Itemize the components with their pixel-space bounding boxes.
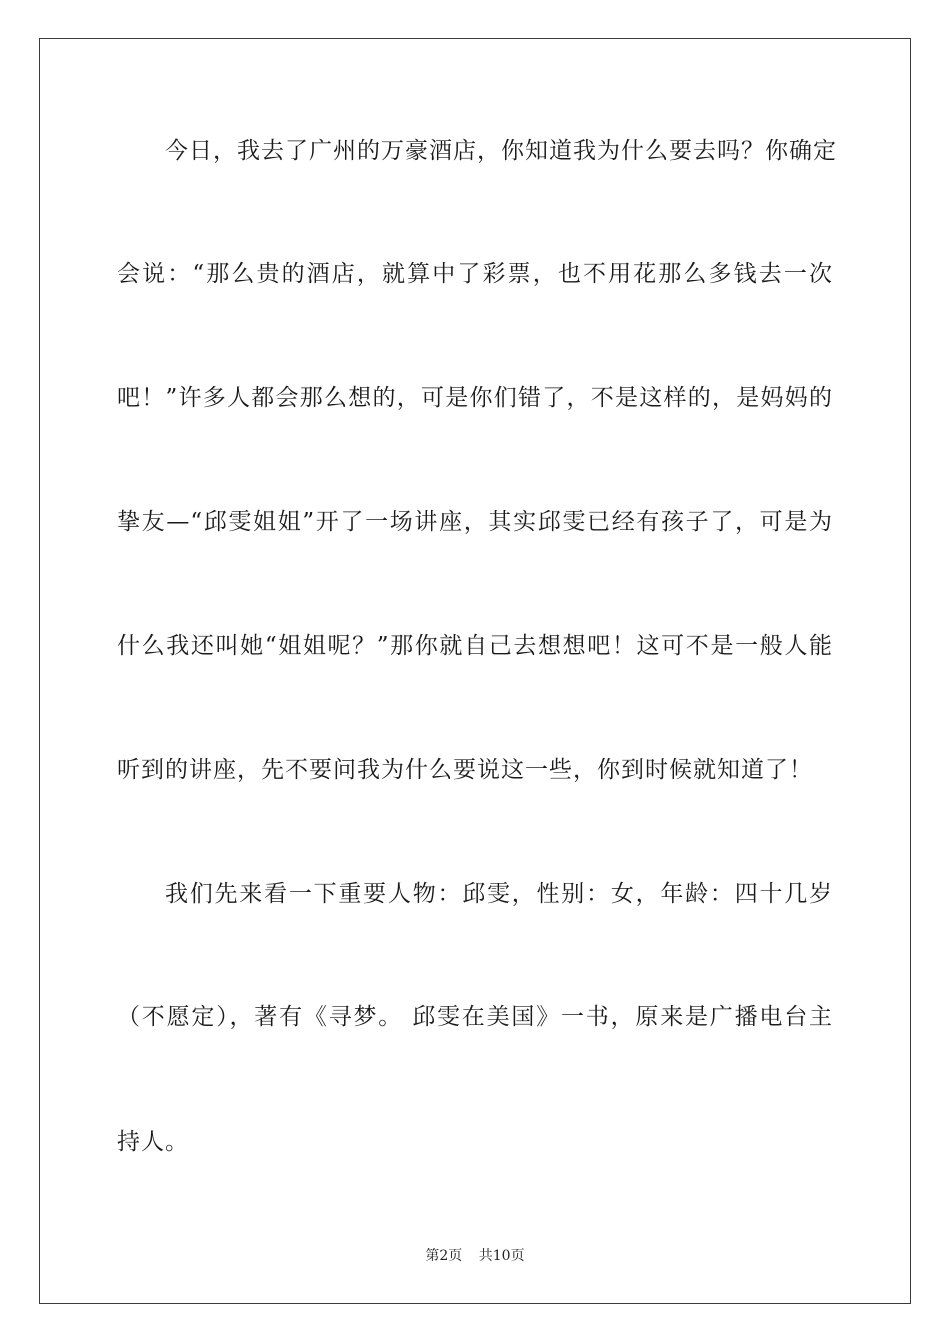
text-line: 我们先来看一下重要人物：邱雯，性别：女，年龄：四十几岁 — [165, 881, 833, 907]
text-line: 听到的讲座，先不要问我为什么要说这一些，你到时候就知道了！ — [117, 757, 813, 783]
page-number-total: 共10页 — [478, 1248, 525, 1264]
page-footer — [0, 1246, 950, 1266]
page-number-current: 第2页 — [425, 1248, 463, 1264]
text-line: 挚友—“邱雯姐姐”开了一场讲座，其实邱雯已经有孩子了，可是为 — [117, 509, 833, 535]
text-line: 什么我还叫她“姐姐呢？”那你就自己去想想吧！这可不是一般人能 — [117, 633, 833, 659]
text-line: （不愿定），著有《寻梦。 邱雯在美国》一书，原来是广播电台主 — [117, 1004, 833, 1030]
page-border — [39, 38, 911, 1304]
text-line: 今日，我去了广州的万豪酒店，你知道我为什么要去吗？你确定 — [165, 138, 837, 164]
text-line: 持人。 — [117, 1129, 189, 1155]
text-line: 吧！”许多人都会那么想的，可是你们错了，不是这样的，是妈妈的 — [117, 385, 833, 411]
text-line: 会说：“那么贵的酒店，就算中了彩票，也不用花那么多钱去一次 — [117, 261, 833, 287]
